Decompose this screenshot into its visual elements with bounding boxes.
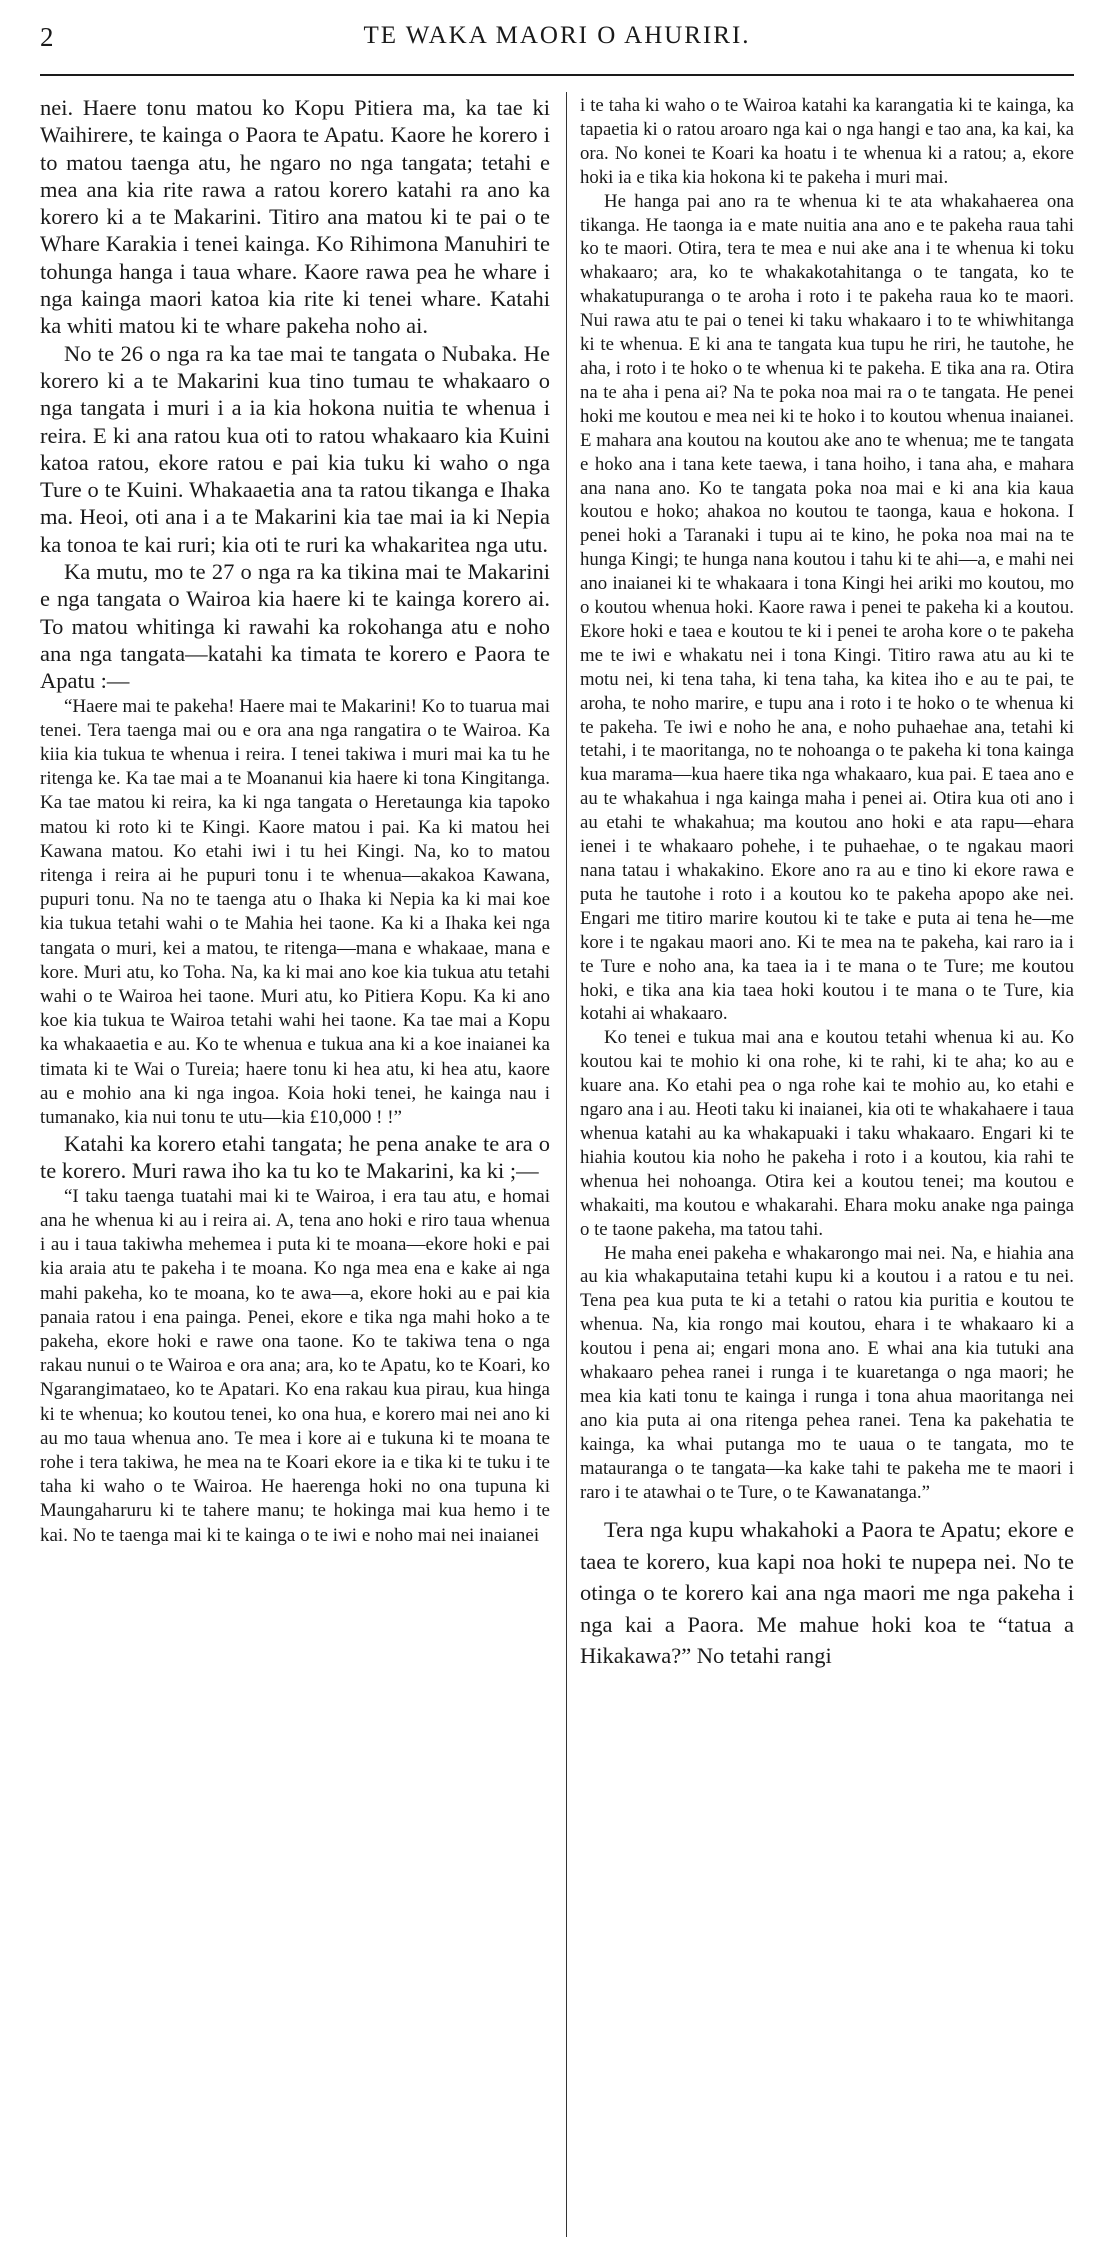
paragraph-closing: Tera nga kupu whakahoki a Paora te Apatu; ekore e taea te korero, kua kapi noa hoki te nupepa nei. No te otinga o te korero kai ana nga maori me nga pakeha i nga kai a Paora. Me mahue hoki koa te “tatua a Hikakawa?” No tetahi rangi (580, 1517, 1074, 1669)
page-number: 2 (40, 22, 54, 52)
speech-paragraph-land: He hanga pai ano ra te whenua ki te ata whakahaerea ona tikanga. He taonga ia e mate nuitia ana ano e te pakeha raua tahi ko te maori. Otira, tera te mea e nui ake ana i te whenua ki toku whakaaro; ara, ko te whakakotahitanga o te tangata, ko te whakatupuranga o te aroha i roto i te pakeha raua ko te maori. Nui rawa atu te pai o tenei ki taku whakaaro i to te whiwhitanga ki te whenua. E ki ana te tangata kua tupu he riri, he tautohe, he aha, i roto i te hoko o te whenua ki te pakeha. E tika ana ra. Otira na te aha i pena ai? Na te poka noa mai ra o te tangata. He penei hoki me koutou e mea nei ki te hoko i to koutou whenua inaianei. E mahara ana koutou na koutou ake ano te whenua; me te tangata e hoko ana i tana kete taewa, i tana hoiho, i tana aha, e mahara ana nana ano. Ko te tangata poka noa mai e ki ana kia kaua koutou e hoko; ahakoa no koutou te taonga, kaua e hokona. I penei hoki a Taranaki i tupu ai te kino, he poka noa mai na te hunga Kingi; te hunga nana koutou i tahu ki te ahi—a, e mahi nei ano inaianei ki te whakaara i tona Kingi hei ariki mo koutou, mo o koutou whenua hoki. Kaore rawa i penei te pakeha ki a koutou. Ekore hoki e taea e koutou te ki i penei te aroha kore o te pakeha me te iwi e whakatu nei i tona Kingi. Titiro rawa atu au ki te motu nei, ki tena taha, ki tena taha, ka kitea iho e au te pai, te aroha, te noho marire, e tupu ana i roto i te hoko o te whenua ki te pakeha. Te iwi e noho he ana, e noho puhaehae ana, tetahi ki tetahi, i te maoritanga, no te nohoanga o te pakeha ki tona kainga kua marama—kua haere tika nga whakaaro, kua pai. E taea ano e au te whakahua i nga kainga maha i penei ai. Otira kua oti ano i au etahi te whakahua; ma koutou ano hoki e ata rapu—ehara ienei i te whakaaro pohehe, i te puhaehae, o te ngakau maori nana tatau i whakakino. Ekore ano ra au e tino ki ekore rawa e puta he tautohe i roto i a koutou ko te pakeha apopo ake nei. Engari me titiro marire koutou ki te take e puta ai tena he—me kore i te ngakau maori ano. Ki te mea na te pakeha, kai raro ia i te Ture e noho ana, ka taea ia i te mana o te Ture; me koutou hoki, e tika ana kia taea hoki koutou i te mana o te Ture, kia kotahi ai whakaaro. (580, 190, 1074, 1025)
column-divider (566, 92, 567, 2237)
quote-makarini-speech: “I taku taenga tuatahi mai ki te Wairoa, i era tau atu, e homai ana he whenua ki au i reira ai. A, tena ano hoki e riro taua whenua i au i taua takiwha mehemea i puta ki te moana—ekore hoki e pai kia araia atu te pakeha i te moana. Ko nga mea ena e kake ai nga mahi pakeha, ko te moana, ko te awa—a, ekore hoki au e pai kia panaia ratou i ena painga. Penei, ekore e tika nga mahi hoko a te pakeha, ekore hoki e rawe ona taone. Ko te takiwa tena o nga rakau nunui o te Wairoa e ora ana; ara, ko te Apatu, ko te Koari, ko Ngarangimataeo, ko te Apatari. Ko ena rakau kua pirau, kua hinga ki te whenua; ko koutou tenei, ko ona hua, e korero mai nei ano ki au mo taua whenua ano. Te mea i kore ai e tukuna ki te moana te rohe i tera takiwa, he mea na te Koari ekore ia e tika ki te tuku i te taha ki waho o te Wairoa. He haerenga hoki no ona tupuna ki Maungaharuru ki te tahere manu; te hokinga mai kua hemo i te kai. No te taenga mai ki te kainga o te iwi e noho mai nei inaianei (40, 1185, 550, 1546)
speech-paragraph-pakeha: He maha enei pakeha e whakarongo mai nei. Na, e hiahia ana au kia whakaputaina tetahi kupu ki a koutou i a ratou e tu nei. Tena pea kua puta te ki a tetahi o ratou kia puritia e koutou te whenua. Na, kia rongo mai koutou, ehara i te whakaaro ki a koutou i pena ai; engari mona ano. E whai ana kia tutuki ana whakaaro pehea ranei i runga i te kuaretanga o nga maori; he mea kia kati tonu te kainga i runga i tona ahua maoritanga nei ano kia puta ai ona ritenga pehea ranei. Tena ka pakehatia te kainga, ka whai putanga mo te uaua o te tangata, mo te matauranga o te tangata—ka kake tahi te pakeha me te maori i raro i te atawhai o te Ture, o te Kawanatanga.” (580, 1242, 1074, 1503)
paragraph-wairoa-visit: Ka mutu, mo te 27 o nga ra ka tikina mai te Makarini e nga tangata o Wairoa kia haere ki te kainga korero ai. To matou whitinga ki rawahi ka rokohanga atu e noho ana nga tangata—katahi ka timata te korero e Paora te Apatu :— (40, 559, 550, 694)
paragraph-continuation: nei. Haere tonu matou ko Kopu Pitiera ma, ka tae ki Waihirere, te kainga o Paora te Apatu. Kaore he korero i to matou taenga atu, he ngaro no nga tangata; tetahi e mea ana kia rite rawa a ratou korero katahi ra ano ka korero ki a te Makarini. Titiro ana matou ki te pai o te Whare Karakia i tenei kainga. Ko Rihimona Manuhiri te tohunga hanga i taua whare. Kaore rawa pea he whare i nga kainga maori katoa kia rite ki tenei whare. Katahi ka whiti matou ki te whare pakeha noho ai. (40, 95, 550, 339)
paragraph-makarini-rises: Katahi ka korero etahi tangata; he pena anake te ara o te korero. Muri rawa iho ka tu ko te Makarini, ka ki ;— (40, 1131, 550, 1184)
speech-continuation: i te taha ki waho o te Wairoa katahi ka karangatia ki te kainga, ka tapaetia ki o ratou aroaro nga kai o nga hangi e tao ana, ka kai, ka ora. No konei te Koari ka hoatu i te whenua ki a ratou; a, ekore hoki ia e tika kia hokona ki te pakeha i muri mai. (580, 95, 1074, 188)
header-rule (40, 74, 1074, 76)
newspaper-title: TE WAKA MAORI O AHURIRI. (363, 22, 751, 49)
speech-paragraph-boundaries: Ko tenei e tukua mai ana e koutou tetahi whenua ki au. Ko koutou kai te mohio ki ona rohe, ki te rahi, ki te aha; ko au e kuare ana. Ko etahi pea o nga rohe kai te mohio au, ko etahi e ngaro ana i au. Heoti taku ki inaianei, kia oti te whakahaere i taua whenua katahi au ka whakapuaki i taku whakaaro. Engari ki te hiahia koutou kia noho he pakeha i roto i a koutou, kia rahi te whenua hei nohoanga. Otira kei a koutou tenei; ma koutou e whakaiti, ma koutou e whakarahi. Ehara moku anake nga painga o te taone pakeha, ma tatou tahi. (580, 1027, 1074, 1240)
page-header (40, 22, 1074, 62)
paragraph-nuhaka: No te 26 o nga ra ka tae mai te tangata o Nubaka. He korero ki a te Makarini kua tino tumau te whakaaro o nga tangata i muri i a ia kia hokona nuitia te whenua i reira. E ki ana ratou kua oti to ratou whakaaro kia Kuini katoa ratou, ekore ratou e pai kia tuku ki waho o nga Ture o te Kuini. Whakaaetia ana ta ratou tikanga e Ihaka ma. Heoi, oti ana i a te Makarini kia tae mai ia ki Nepia ka tonoa te kai ruri; kia oti te ruri ka whakaritea nga utu. (40, 340, 550, 557)
right-column (580, 94, 1074, 2244)
quote-paora-te-apatu: “Haere mai te pakeha! Haere mai te Makarini! Ko to tuarua mai tenei. Tera taenga mai ou e ora ana nga rangatira o te Wairoa. Ka kiia kia tukua te whenua i reira. I tenei takiwa i muri mai ka tu he ritenga ke. Ka tae mai a te Moananui kia haere ki tona Kingitanga. Ka tae matou ki reira, ka ki nga tangata o Heretaunga kia tapoko matou ki roto ki te Kingi. Kaore matou i pai. Ka ki matou hei Kawana matou. Ko etahi iwi i tu hei Kingi. Na, ko to matou ritenga i reira ai he pupuri tonu i te whenua—akakoa Kawana, pupuri tonu. Na no te taenga atu o Ihaka ki Nepia ka ki mai koe kia tukua tetahi wahi o te Mahia hei taone. Ka ki a Ihaka kei nga tangata o muri, kei a matou, te ritenga—mana e whakaae, mana e kore. Muri atu, ko Toha. Na, ka ki mai ano koe kia tukua atu tetahi wahi o te Wairoa hei taone. Muri atu, ko Pitiera Kopu. Ka ki ano koe kia tukua te Wairoa tetahi wahi hei taone. Ka tae mai a Kopu ka whakaaetia e au. Ko te whenua e tukua ana ki a koe inaianei ka timata ki te Wai o Tureia; haere tonu ki hea atu, ki hea atu, kaore au e mohio ana ki nga ingoa. Koia hoki tenei, he kainga nau i tumanako, kia nui tonu te utu—kia £10,000 ! !” (40, 695, 550, 1128)
left-column (40, 94, 550, 2244)
